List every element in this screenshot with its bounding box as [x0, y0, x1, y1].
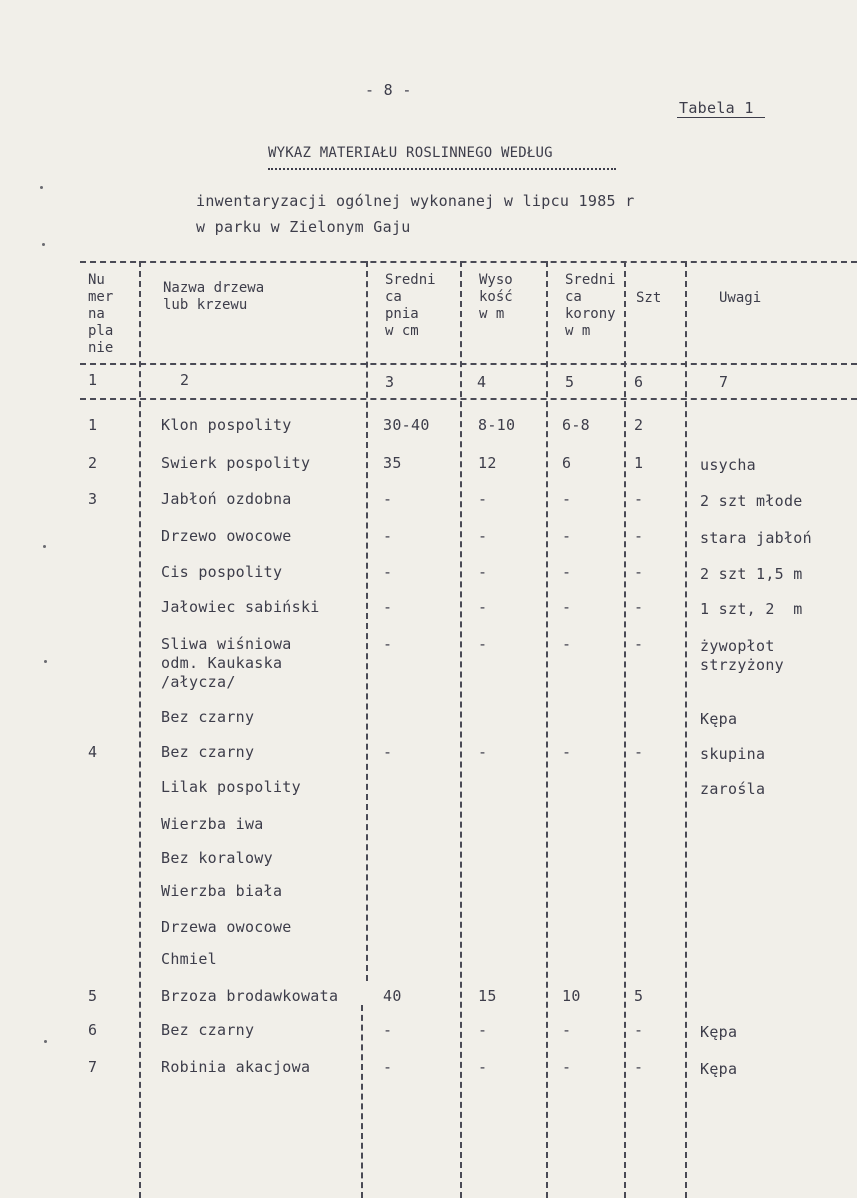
- cell-height: -: [478, 1021, 488, 1039]
- cell-count: -: [634, 563, 644, 581]
- col-divider-1: [139, 261, 141, 1198]
- cell-trunk: -: [383, 1021, 393, 1039]
- cell-count: -: [634, 635, 644, 653]
- col-divider-5: [624, 261, 626, 1198]
- cell-notes: skupina: [700, 745, 766, 763]
- col-divider-6: [685, 261, 687, 1198]
- cell-num: 7: [88, 1058, 98, 1076]
- cell-name: Drzewa owocowe: [161, 918, 292, 936]
- col-header-notes: Uwagi: [719, 290, 762, 306]
- cell-notes: 1 szt, 2 m: [700, 600, 803, 618]
- col-number: 4: [477, 373, 487, 391]
- cell-count: -: [634, 598, 644, 616]
- cell-crown: -: [562, 1058, 572, 1076]
- cell-crown: 6-8: [562, 416, 590, 434]
- cell-name: Bez koralowy: [161, 849, 273, 867]
- cell-crown: -: [562, 743, 572, 761]
- col-number: 7: [719, 373, 729, 391]
- cell-crown: -: [562, 1021, 572, 1039]
- cell-crown: -: [562, 527, 572, 545]
- cell-name: Klon pospolity: [161, 416, 292, 434]
- cell-name: Chmiel: [161, 950, 217, 968]
- cell-name: Bez czarny: [161, 743, 255, 761]
- col-divider-4: [546, 261, 548, 1198]
- cell-height: 12: [478, 454, 497, 472]
- col-number: 2: [180, 371, 190, 389]
- subtitle-line-1: inwentaryzacji ogólnej wykonanej w lipcu 1985 r: [196, 192, 635, 210]
- col-header-number: Nu mer na pla nie: [88, 272, 114, 356]
- margin-speck: [44, 660, 47, 663]
- col-header-trunk: Sredni ca pnia w cm: [385, 272, 436, 339]
- cell-notes: usycha: [700, 456, 756, 474]
- cell-notes: stara jabłoń: [700, 529, 812, 547]
- col-header-crown: Sredni ca korony w m: [565, 272, 616, 339]
- cell-count: -: [634, 490, 644, 508]
- cell-notes: 2 szt młode: [700, 492, 803, 510]
- cell-height: -: [478, 563, 488, 581]
- cell-num: 4: [88, 743, 98, 761]
- cell-height: 15: [478, 987, 497, 1005]
- cell-notes: żywopłot strzyżony: [700, 637, 784, 674]
- cell-count: 2: [634, 416, 644, 434]
- cell-height: -: [478, 490, 488, 508]
- col-number: 1: [88, 371, 98, 389]
- table-label: Tabela 1: [679, 99, 754, 117]
- cell-count: -: [634, 743, 644, 761]
- cell-num: 2: [88, 454, 98, 472]
- cell-name: Jałowiec sabiński: [161, 598, 320, 616]
- cell-name: Lilak pospolity: [161, 778, 301, 796]
- col-divider-3: [460, 261, 462, 1198]
- margin-speck: [43, 545, 46, 548]
- cell-height: 8-10: [478, 416, 516, 434]
- cell-trunk: 30-40: [383, 416, 430, 434]
- cell-trunk: -: [383, 527, 393, 545]
- cell-trunk: 40: [383, 987, 402, 1005]
- cell-name: Wierzba biała: [161, 882, 283, 900]
- page-number: - 8 -: [365, 81, 412, 99]
- header-bottom-border: [80, 363, 857, 365]
- table-top-border: [80, 261, 857, 263]
- col-header-name: Nazwa drzewa lub krzewu: [163, 280, 265, 313]
- table-label-underline: [677, 117, 765, 118]
- margin-speck: [40, 186, 43, 189]
- cell-num: 5: [88, 987, 98, 1005]
- cell-name: Bez czarny: [161, 708, 255, 726]
- cell-trunk: -: [383, 490, 393, 508]
- cell-height: -: [478, 743, 488, 761]
- cell-count: 5: [634, 987, 644, 1005]
- cell-name: Wierzba iwa: [161, 815, 264, 833]
- cell-crown: -: [562, 635, 572, 653]
- colnum-bottom-border: [80, 398, 857, 400]
- cell-name: Robinia akacjowa: [161, 1058, 311, 1076]
- margin-speck: [42, 243, 45, 246]
- cell-crown: -: [562, 490, 572, 508]
- col-number: 3: [385, 373, 395, 391]
- cell-crown: -: [562, 598, 572, 616]
- cell-name: Bez czarny: [161, 1021, 255, 1039]
- cell-trunk: -: [383, 563, 393, 581]
- cell-height: -: [478, 527, 488, 545]
- cell-num: 1: [88, 416, 98, 434]
- cell-count: -: [634, 527, 644, 545]
- cell-num: 3: [88, 490, 98, 508]
- cell-trunk: -: [383, 598, 393, 616]
- cell-name: Swierk pospolity: [161, 454, 311, 472]
- col-number: 5: [565, 373, 575, 391]
- cell-name: Jabłoń ozdobna: [161, 490, 292, 508]
- cell-trunk: -: [383, 635, 393, 653]
- cell-name: Sliwa wiśniowa odm. Kaukaska /ałycza/: [161, 635, 292, 691]
- cell-notes: Kępa: [700, 1060, 738, 1078]
- cell-notes: Kępa: [700, 710, 738, 728]
- cell-notes: zarośla: [700, 780, 766, 798]
- col-header-height: Wyso kość w m: [479, 272, 513, 322]
- subtitle-line-2: w parku w Zielonym Gaju: [196, 218, 411, 236]
- cell-notes: 2 szt 1,5 m: [700, 565, 803, 583]
- margin-speck: [44, 1040, 47, 1043]
- cell-count: -: [634, 1058, 644, 1076]
- cell-count: -: [634, 1021, 644, 1039]
- col-divider-2b: [361, 1005, 363, 1198]
- cell-height: -: [478, 635, 488, 653]
- cell-name: Drzewo owocowe: [161, 527, 292, 545]
- cell-trunk: -: [383, 1058, 393, 1076]
- cell-crown: 10: [562, 987, 581, 1005]
- cell-num: 6: [88, 1021, 98, 1039]
- cell-notes: Kępa: [700, 1023, 738, 1041]
- cell-trunk: -: [383, 743, 393, 761]
- cell-trunk: 35: [383, 454, 402, 472]
- cell-count: 1: [634, 454, 644, 472]
- cell-name: Brzoza brodawkowata: [161, 987, 339, 1005]
- cell-crown: -: [562, 563, 572, 581]
- title-underline: [268, 168, 616, 170]
- col-divider-2a: [366, 261, 368, 981]
- cell-height: -: [478, 598, 488, 616]
- col-header-count: Szt: [636, 290, 662, 306]
- col-number: 6: [634, 373, 644, 391]
- document-title: WYKAZ MATERIAŁU ROSLINNEGO WEDŁUG: [268, 145, 553, 161]
- cell-crown: 6: [562, 454, 572, 472]
- cell-name: Cis pospolity: [161, 563, 283, 581]
- cell-height: -: [478, 1058, 488, 1076]
